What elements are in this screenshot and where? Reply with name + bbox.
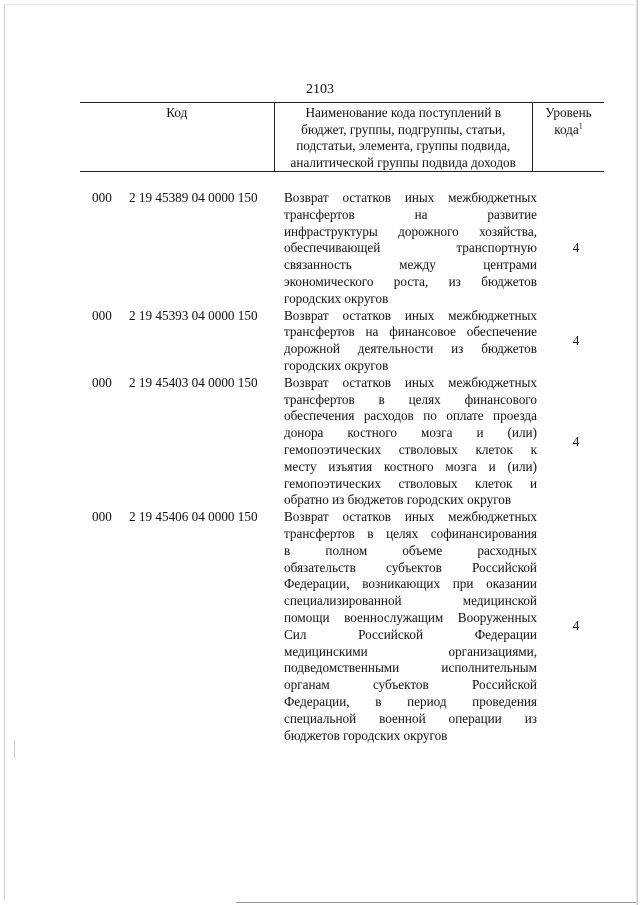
row-name-line: медицинскими организациями,: [284, 643, 537, 659]
header-level-text: кода: [554, 121, 579, 137]
header-level-line: [536, 122, 601, 139]
row-name-line: городских округов: [284, 357, 389, 373]
row-name-line: трансфертов на развитие: [284, 206, 537, 222]
row-name-line: Федерации, в период проведения: [284, 693, 537, 709]
row-name-line: Возврат остатков иных межбюджетных: [284, 374, 537, 390]
row-name-line: обратно из бюджетов городских округов: [284, 492, 512, 508]
header-name-line: бюджет, группы, подгруппы, статьи,: [301, 121, 506, 137]
row-level: 4: [572, 332, 580, 348]
header-name-line: подстатьи, элемента, группы подвида,: [296, 138, 511, 154]
row-name-line: помощи военнослужащим Вооруженных: [284, 609, 537, 625]
row-name-line: органам субъектов Российской: [284, 677, 537, 693]
scan-mark: [14, 740, 15, 758]
row-name-line: обеспечивающей транспортную: [284, 240, 537, 256]
row-name-line: Возврат остатков иных межбюджетных: [284, 190, 537, 205]
row-name-line: в полном объеме расходных: [284, 542, 537, 558]
row-name-line: Возврат остатков иных межбюджетных: [284, 509, 537, 525]
row-level: 4: [572, 618, 580, 634]
row-prefix: 000: [92, 374, 112, 390]
header-name-line: аналитической группы подвида доходов: [290, 154, 516, 170]
header-code: Код: [80, 103, 274, 172]
row-name-line: трансфертов в целях софинансирования: [284, 525, 537, 541]
row-name: [284, 509, 537, 744]
row-name-line: гемопоэтических стволовых клеток и: [284, 475, 537, 491]
row-name-line: связанность между центрами: [284, 257, 537, 273]
row-name-line: трансфертов в целях финансового: [284, 391, 537, 407]
row-name-line: месту изъятия костного мозга и (или): [284, 458, 537, 474]
row-name-line: бюджетов городских округов: [284, 727, 448, 743]
row-code: 2 19 45403 04 0000 150: [129, 374, 258, 390]
row-name-line: дорожной деятельности из бюджетов: [284, 341, 537, 357]
row-name-line: подведомственными исполнительным: [284, 660, 537, 676]
row-level: 4: [572, 433, 580, 449]
header-name-line: Наименование кода поступлений в: [305, 105, 501, 120]
row-level: 4: [572, 240, 580, 256]
row-code: 2 19 45389 04 0000 150: [129, 190, 258, 205]
row-name-line: трансфертов на финансовое обеспечение: [284, 324, 537, 340]
row-name-line: экономического роста, из бюджетов: [284, 273, 537, 289]
row-prefix: 000: [92, 509, 112, 525]
header-level-line: Уровень: [545, 105, 592, 120]
row-name-line: обязательств субъектов Российской: [284, 559, 537, 575]
header-level: [532, 103, 604, 172]
row-code: 2 19 45406 04 0000 150: [129, 509, 258, 525]
footnote-marker: 1: [578, 121, 583, 131]
row-name-line: Возврат остатков иных межбюджетных: [284, 307, 537, 323]
row-name-line: инфраструктуры дорожного хозяйства,: [284, 223, 537, 239]
header-name: [274, 103, 532, 172]
row-name: [284, 190, 537, 308]
row-name-line: обеспечения расходов по оплате проезда: [284, 408, 537, 424]
row-name-line: городских округов: [284, 290, 389, 306]
row-name-line: Федерации, возникающих при оказании: [284, 576, 537, 592]
row-name-line: гемопоэтических стволовых клеток к: [284, 441, 537, 457]
scan-edge: [636, 0, 638, 905]
table-header: [80, 102, 604, 172]
row-code: 2 19 45393 04 0000 150: [129, 307, 258, 323]
row-name: [284, 375, 537, 509]
row-prefix: 000: [92, 190, 112, 205]
row-name-line: донора костного мозга и (или): [284, 425, 537, 441]
row-name-line: Сил Российской Федерации: [284, 626, 537, 642]
row-prefix: 000: [92, 307, 112, 323]
row-name-line: специальной военной операции из: [284, 710, 537, 726]
bottom-edge: [236, 902, 636, 903]
row-name-line: специализированной медицинской: [284, 593, 537, 609]
row-name: [284, 308, 537, 375]
page-number: 2103: [306, 82, 334, 97]
